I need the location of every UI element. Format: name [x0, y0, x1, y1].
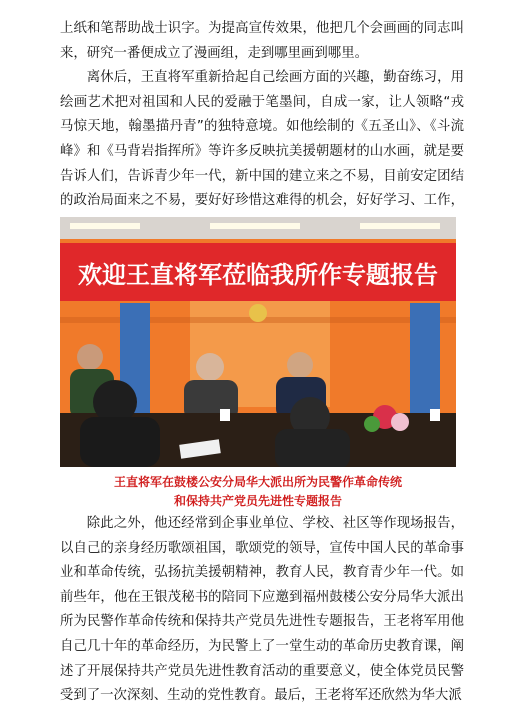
paragraph: 上纸和笔帮助战士识字。为提高宣传效果，他把几个会画画的同志叫来，研究一番便成立了漫画组，走到哪里画到哪里。 — [60, 21, 464, 61]
photo-caption-line-1: 王直将军在鼓楼公安分局华大派出所为民警作革命传统 — [113, 475, 402, 489]
bottom-text-block — [60, 512, 464, 709]
banner-text: 欢迎王直将军莅临我所作专题报告 — [78, 261, 438, 289]
meeting-photo — [60, 217, 456, 467]
paragraph: 离休后，王直将军重新拾起自己绘画方面的兴趣，勤奋练习，用绘画艺术把对祖国和人民的爱融于笔墨间，自成一家，让人领略“戎马惊天地，翰墨描丹青”的独特意境。如他绘制的《五圣山》、《斗流峰》和《马背岩指挥所》等许多反映抗美援朝题材的山水画，就是要告诉人们，告诉青少年一代，新中国的建立来之不易，目前安定团结的政治局面来之不易，要好好珍惜这难得的机会，好好学习、工作， — [60, 70, 464, 209]
top-text-block — [60, 17, 464, 238]
photo-caption-line-2: 和保持共产党员先进性专题报告 — [173, 494, 342, 508]
paragraph: 除此之外，他还经常到企事业单位、学校、社区等作现场报告，以自己的亲身经历歌颂祖国，歌颂党的领导，宣传中国人民的革命事业和革命传统，弘扬抗美援朝精神，教育人民，教育青少年一代。如前些年，他在王银茂秘书的陪同下应邀到福州鼓楼公安分局华大派出所为民警作革命传统和保持共产党员先进性专题报告，王老将军用他自己几十年的革命经历，为民警上了一堂生动的革命历史教育课，阐述了开展保持共产党员先进性教育活动的重要意义，使全体党员民警受到了一次深刻、生动的党性教育。最后，王老将军还欣然为华大派 — [60, 516, 464, 704]
